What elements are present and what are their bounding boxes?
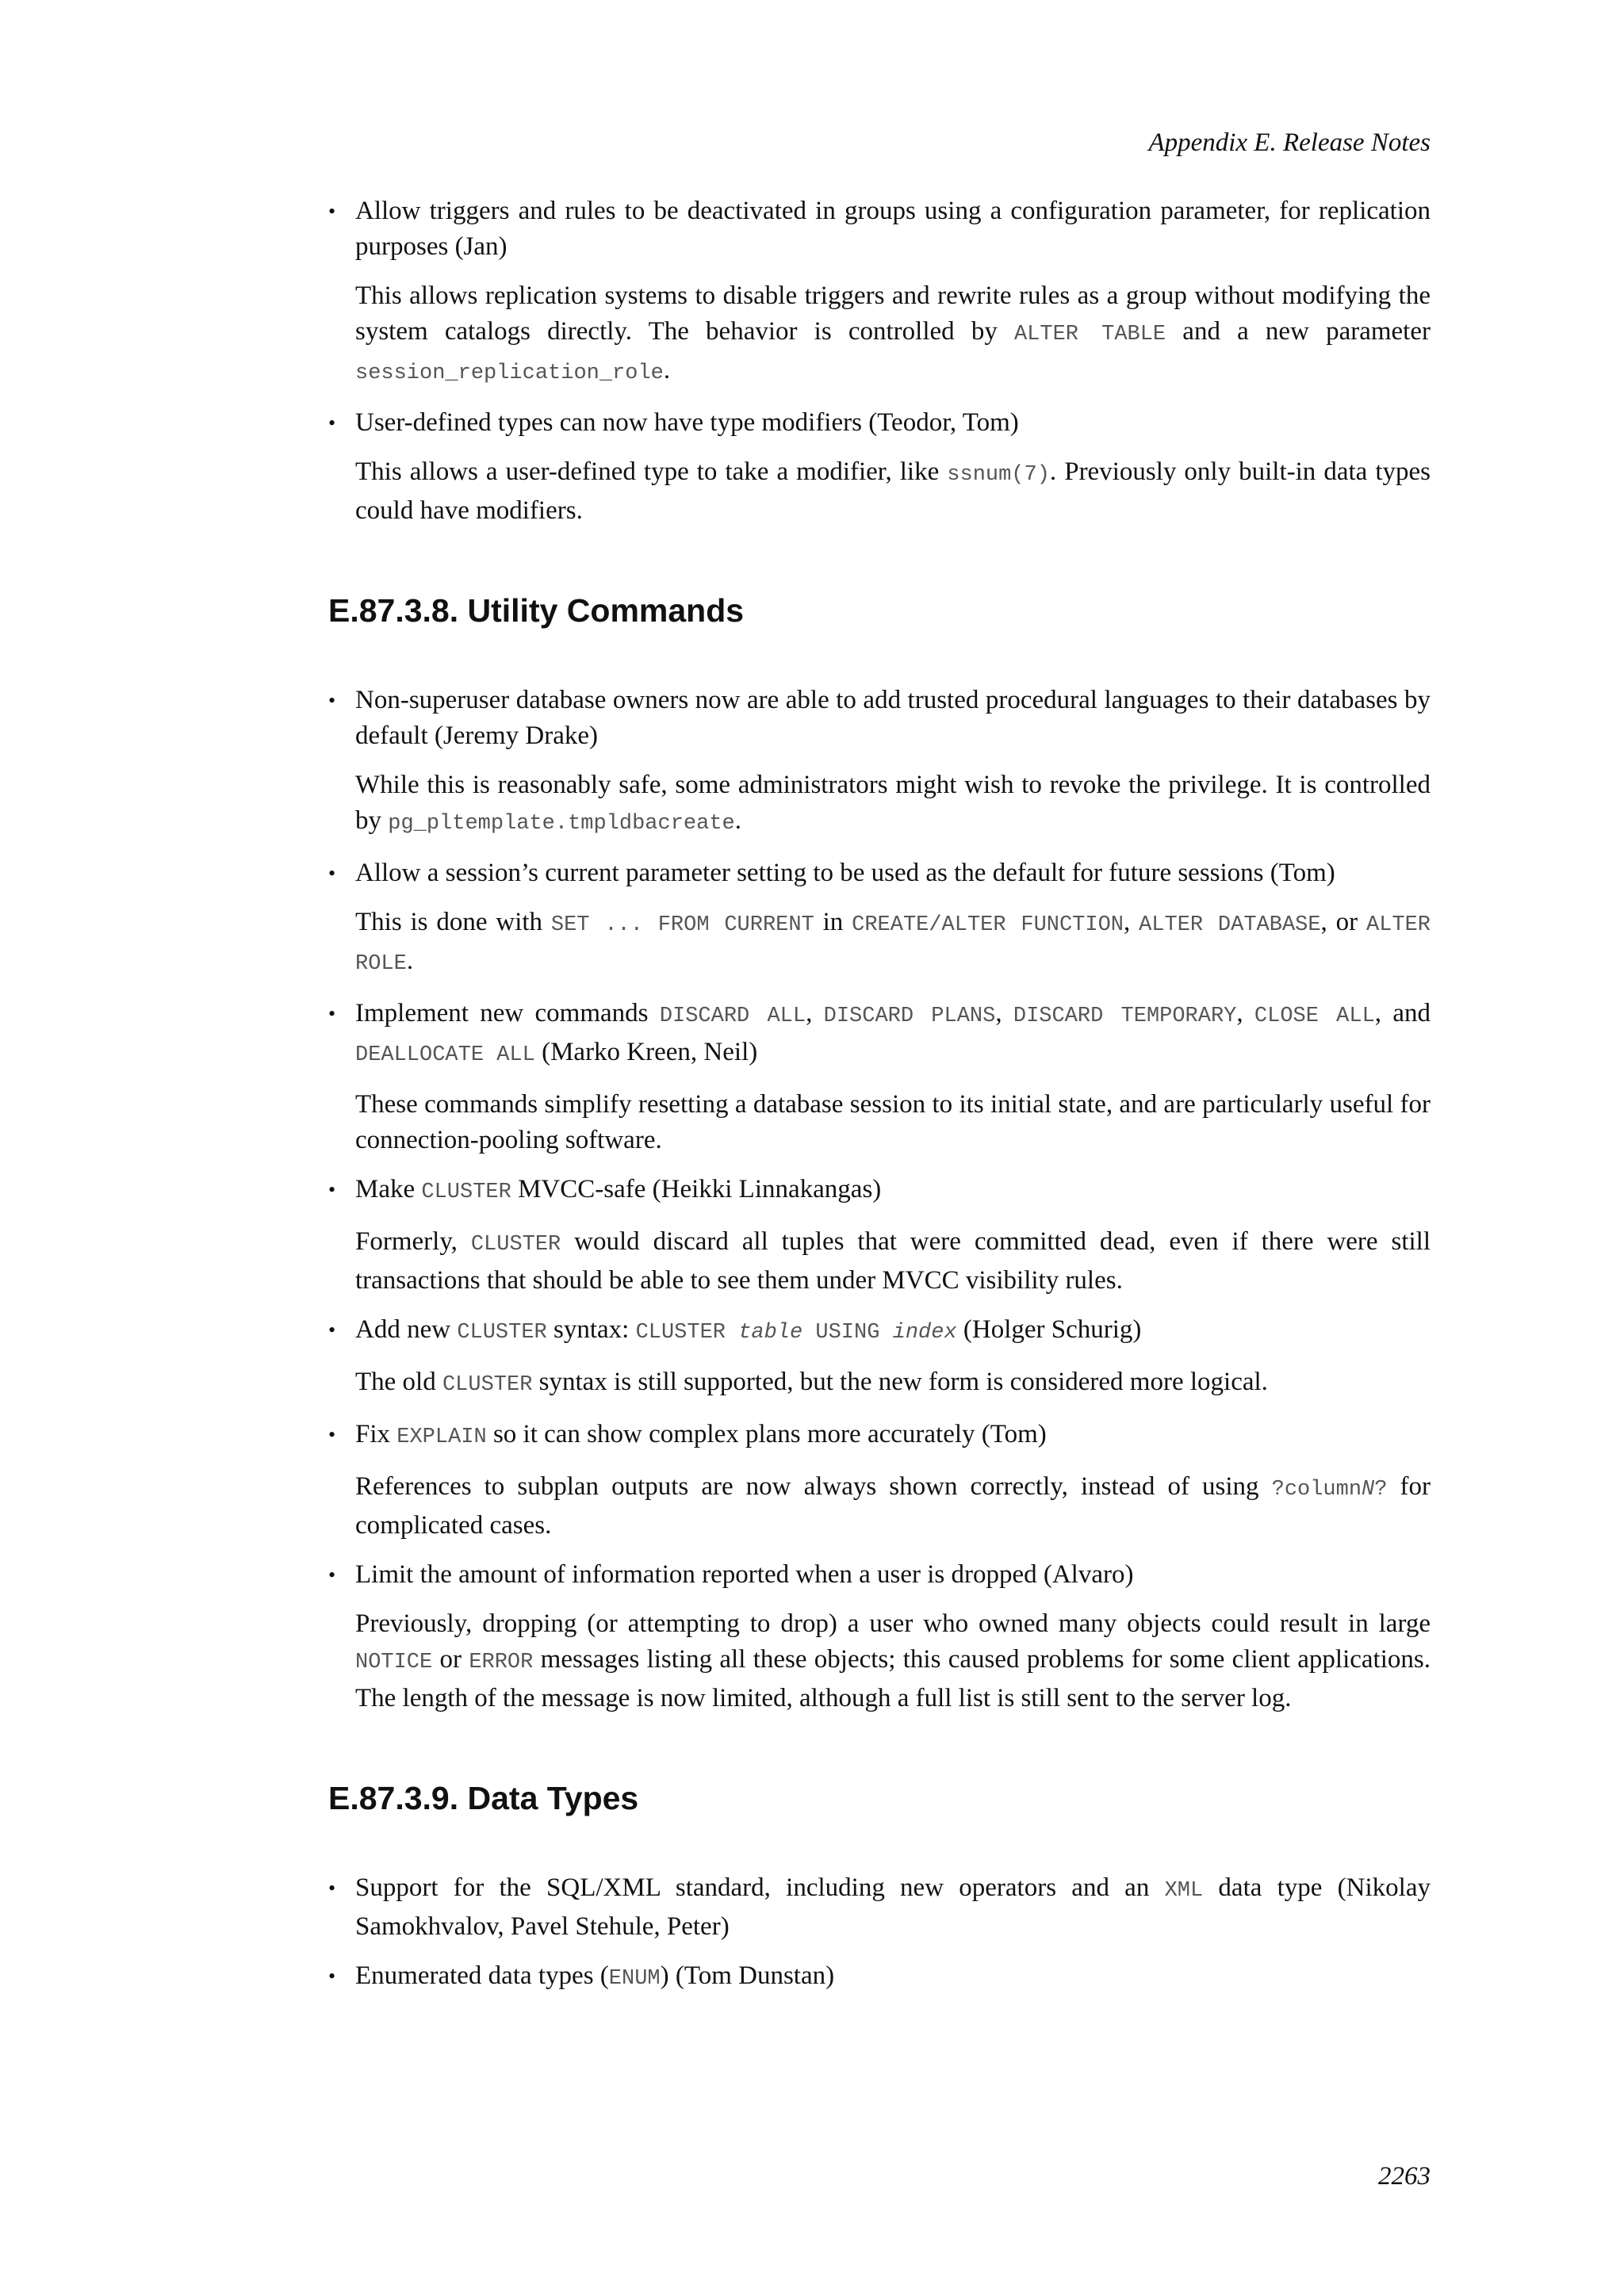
item-description: References to subplan outputs are now always shown correctly, instead of using ?columnN? for complicated cases. <box>355 1472 1431 1540</box>
item-title: User-defined types can now have type modifiers (Teodor, Tom) <box>355 408 1019 437</box>
code-text: NOTICE <box>355 1651 433 1674</box>
list-item <box>328 1557 1431 1716</box>
bullet: • <box>328 1965 336 1988</box>
code-text: ALTER TABLE <box>1013 323 1166 346</box>
code-text: session_replication_role <box>355 362 664 385</box>
bullet: • <box>328 689 336 712</box>
code-text: CREATE/ALTER FUNCTION <box>852 913 1124 937</box>
code-text: ERROR <box>469 1651 534 1674</box>
code-text: USING <box>802 1321 893 1345</box>
list-item <box>328 996 1431 1158</box>
code-text: CLUSTER <box>635 1321 739 1345</box>
code-text: CLUSTER <box>421 1181 511 1204</box>
item-title: Add new CLUSTER syntax: CLUSTER table USING index (Holger Schurig) <box>355 1315 1142 1345</box>
code-text: CLOSE ALL <box>1254 1004 1375 1028</box>
bullet: • <box>328 1318 336 1341</box>
bullet: • <box>328 200 336 223</box>
code-text: DISCARD TEMPORARY <box>1013 1004 1237 1028</box>
page-number: 2263 <box>1378 2162 1431 2191</box>
code-text: ssnum(7) <box>947 463 1050 487</box>
bullet: • <box>328 411 336 434</box>
list-item <box>328 1417 1431 1544</box>
code-text: ALTER DATABASE <box>1139 913 1321 937</box>
code-text: SET ... FROM CURRENT <box>550 913 814 937</box>
code-placeholder-text: table <box>738 1321 803 1345</box>
code-text: ALTER ROLE <box>355 913 1431 976</box>
item-title: Fix EXPLAIN so it can show complex plans more accurately (Tom) <box>355 1420 1047 1449</box>
running-header: Appendix E. Release Notes <box>1148 128 1431 157</box>
list-item <box>328 855 1431 982</box>
item-description: This allows a user-defined type to take a modifier, like ssnum(7). Previously only built-in data types could have modifiers. <box>355 457 1431 525</box>
code-text: EXPLAIN <box>396 1425 487 1449</box>
code-text: ? <box>1374 1478 1388 1502</box>
code-placeholder-text: index <box>892 1321 957 1345</box>
code-text: CLUSTER <box>442 1373 533 1397</box>
list-item <box>328 193 1431 392</box>
item-title: Non-superuser database owners now are able to add trusted procedural languages to their databases by default (Jeremy Drake) <box>355 686 1431 750</box>
item-description: Formerly, CLUSTER would discard all tuples that were committed dead, even if there were still transactions that should be able to see them under MVCC visibility rules. <box>355 1227 1431 1295</box>
list-item <box>328 1172 1431 1299</box>
item-title: Allow a session’s current parameter setting to be used as the default for future sessions (Tom) <box>355 859 1335 887</box>
code-text: CLUSTER <box>457 1321 547 1345</box>
list-item <box>328 405 1431 529</box>
code-text: ENUM <box>608 1967 661 1991</box>
code-text: CLUSTER <box>470 1233 561 1257</box>
section-heading-data-types: E.87.3.9. Data Types <box>328 1780 639 1816</box>
item-description: This allows replication systems to disable triggers and rewrite rules as a group without modifying the system catalogs directly. The behavior is controlled by ALTER TABLE and a new parameter session_replication_role. <box>355 281 1431 385</box>
item-title: Limit the amount of information reported when a user is dropped (Alvaro) <box>355 1560 1134 1589</box>
section-heading-utility-commands: E.87.3.8. Utility Commands <box>328 592 745 629</box>
code-text: DEALLOCATE ALL <box>355 1043 535 1067</box>
item-description: While this is reasonably safe, some administrators might wish to revoke the privilege. It is controlled by pg_pltemplate.tmpldbacreate. <box>355 771 1431 836</box>
list-item <box>328 1870 1431 1945</box>
bullet: • <box>328 1178 336 1201</box>
bullet: • <box>328 1563 336 1586</box>
list-item <box>328 683 1431 842</box>
item-title: Implement new commands DISCARD ALL, DISCARD PLANS, DISCARD TEMPORARY, CLOSE ALL, and DEALLOCATE ALL (Marko Kreen, Neil) <box>355 999 1431 1067</box>
bullet: • <box>328 1877 336 1900</box>
list-item <box>328 1958 1431 1997</box>
bullet: • <box>328 862 336 885</box>
item-description: This is done with SET ... FROM CURRENT in CREATE/ALTER FUNCTION, ALTER DATABASE, or ALTER ROLE. <box>355 908 1431 976</box>
item-description: The old CLUSTER syntax is still supported, but the new form is considered more logical. <box>355 1368 1268 1397</box>
item-title: Make CLUSTER MVCC-safe (Heikki Linnakangas) <box>355 1175 882 1204</box>
code-text: ?column <box>1271 1478 1362 1502</box>
bullet: • <box>328 1002 336 1025</box>
list-item <box>328 1312 1431 1403</box>
code-text: pg_pltemplate.tmpldbacreate <box>388 812 735 836</box>
code-text: DISCARD ALL <box>659 1004 806 1028</box>
code-text: XML <box>1164 1879 1204 1903</box>
page-content <box>328 193 1431 1997</box>
item-description: Previously, dropping (or attempting to drop) a user who owned many objects could result in large NOTICE or ERROR messages listing all these objects; this caused problems for some client applications. The length of the message is now limited, although a full list is still sent to the server log. <box>355 1609 1431 1712</box>
code-text: DISCARD PLANS <box>823 1004 996 1028</box>
item-title: Allow triggers and rules to be deactivated in groups using a configuration parameter, for replication purposes (Jan) <box>355 197 1431 261</box>
code-placeholder-text: N <box>1362 1478 1375 1502</box>
item-title: Enumerated data types (ENUM) (Tom Dunstan) <box>355 1961 835 1991</box>
bullet: • <box>328 1423 336 1446</box>
item-description: These commands simplify resetting a database session to its initial state, and are particularly useful for connection-pooling software. <box>355 1090 1431 1154</box>
item-title: Support for the SQL/XML standard, including new operators and an XML data type (Nikolay Samokhvalov, Pavel Stehule, Peter) <box>355 1873 1431 1941</box>
